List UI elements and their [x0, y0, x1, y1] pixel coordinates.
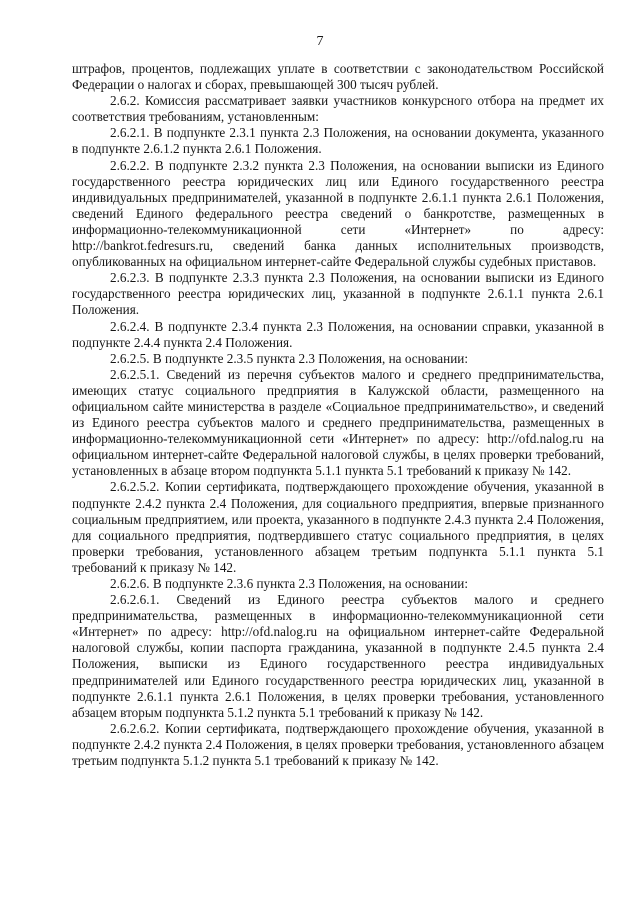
page-number: 7 [316, 34, 324, 49]
paragraph-2-6-2-6-2: 2.6.2.6.2. Копии сертификата, подтверждающего прохождение обучения, указанной в подпункте 2.4.2 пункта 2.4 Положения, в целях проверки требования, установленного абзацем третьим подпункта 5.1.2 пункта 5.1 требований к приказу № 142. [72, 720, 604, 769]
paragraph-2-6-2-5-2: 2.6.2.5.2. Копии сертификата, подтверждающего прохождение обучения, указанной в подпункте 2.4.2 пункта 2.4 Положения, для социального предприятия, впервые признанного социальным предприятием, или проекта, указанного в подпункте 2.4.3 пункта 2.4 Положения, для социального предприятия, подтвердившего статус социального предприятия, в целях проверки требования, установленного абзацем третьим подпункта 5.1.1 пункта 5.1 требований к приказу № 142. [72, 479, 604, 575]
document-body [72, 61, 604, 769]
paragraph-2-6-2-5: 2.6.2.5. В подпункте 2.3.5 пункта 2.3 Положения, на основании: [110, 350, 468, 366]
paragraph-continuation: штрафов, процентов, подлежащих уплате в соответствии с законодательством Российской Федерации о налогах и сборах, превышающей 300 тысяч рублей. [72, 61, 604, 93]
paragraph-2-6-2-6: 2.6.2.6. В подпункте 2.3.6 пункта 2.3 Положения, на основании: [110, 576, 468, 591]
paragraph-2-6-2-3: 2.6.2.3. В подпункте 2.3.3 пункта 2.3 Положения, на основании выписки из Единого государственного реестра юридических лиц, указанной в подпункте 2.6.1.1 пункта 2.6.1 Положения. [72, 270, 604, 318]
paragraph-2-6-2-6-1: 2.6.2.6.1. Сведений из Единого реестра субъектов малого и среднего предпринимательства, размещенных в информационно-телекоммуникационной сети «Интернет» по адресу: http://ofd.nalog.ru на официальном интернет-сайте Федеральной налоговой службы, копии паспорта гражданина, указанной в подпункте 2.4.5 пункта 2.4 Положения, выписки из Единого государственного реестра индивидуальных предпринимателей или Единого государственного реестра юридических лиц, указанной в подпункте 2.6.1.1 пункта 2.6.1 Положения, в целях проверки требования, установленного абзацем вторым подпункта 5.1.2 пункта 5.1 требований к приказу № 142. [72, 592, 604, 720]
paragraph-2-6-2: 2.6.2. Комиссия рассматривает заявки участников конкурсного отбора на предмет их соответствия требованиям, установленным: [72, 93, 604, 125]
paragraph-2-6-2-4: 2.6.2.4. В подпункте 2.3.4 пункта 2.3 Положения, на основании справки, указанной в подпункте 2.4.4 пункта 2.4 Положения. [72, 318, 604, 350]
paragraph-2-6-2-1: 2.6.2.1. В подпункте 2.3.1 пункта 2.3 Положения, на основании документа, указанного в подпункте 2.6.1.2 пункта 2.6.1 Положения. [72, 125, 604, 157]
paragraph-2-6-2-5-1: 2.6.2.5.1. Сведений из перечня субъектов малого и среднего предпринимательства, имеющих статус социального предприятия в Калужской области, размещенного на официальном сайте министерства в разделе «Социальное предпринимательство», и сведений из Единого реестра субъектов малого и среднего предпринимательства, размещенных в информационно-телекоммуникационной сети «Интернет» по адресу: http://ofd.nalog.ru на официальном интернет-сайте Федеральной налоговой службы, в целях проверки требований, установленных в абзаце втором подпункта 5.1.1 пункта 5.1 требований к приказу № 142. [72, 366, 604, 479]
paragraph-2-6-2-2: 2.6.2.2. В подпункте 2.3.2 пункта 2.3 Положения, на основании выписки из Единого государственного реестра юридических лиц или Единого государственного реестра индивидуальных предпринимателей, указанной в подпункте 2.6.1.1 пункта 2.6.1 Положения, сведений Единого федерального реестра сведений о банкротстве, размещенных в информационно-телекоммуникационной сети «Интернет» по адресу: http://bankrot.fedresurs.ru, сведений банка данных исполнительных производств, опубликованных на официальном интернет-сайте Федеральной службы судебных приставов. [72, 157, 604, 270]
